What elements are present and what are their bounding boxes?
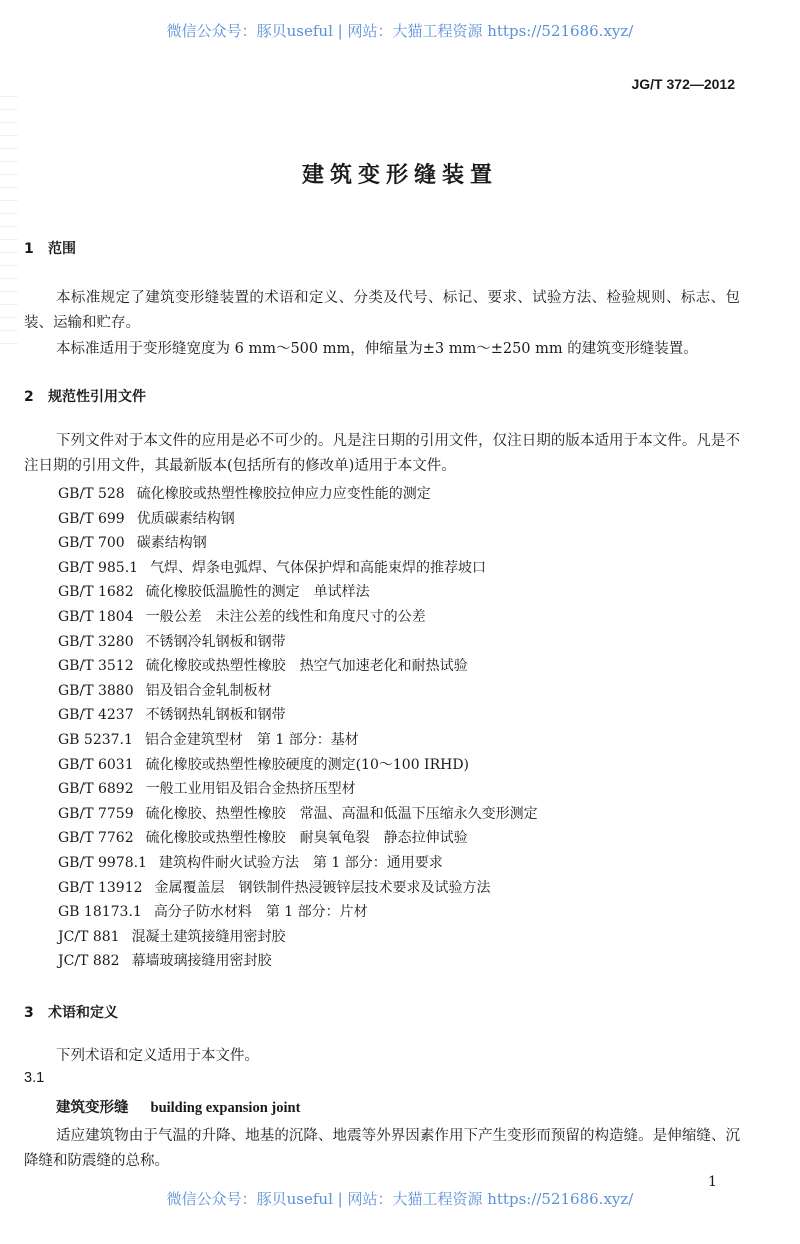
term-heading [56, 1096, 300, 1117]
reference-item [58, 728, 538, 753]
reference-code: GB/T 699 [58, 510, 125, 527]
reference-code: GB/T 700 [58, 535, 125, 552]
reference-code: GB/T 528 [58, 486, 125, 502]
reference-code: GB/T 3512 [58, 658, 134, 675]
reference-code: GB/T 4237 [58, 707, 134, 724]
reference-code: GB/T 985.1 [58, 559, 139, 576]
document-title: 建筑变形缝装置 [301, 163, 498, 188]
reference-code: GB/T 3280 [58, 633, 134, 650]
reference-title: 混凝土建筑接缝用密封胶 [131, 928, 286, 945]
reference-item [58, 679, 538, 704]
reference-title: 铝及铝合金轧制板材 [145, 682, 272, 699]
reference-title: 高分子防水材料 第 1 部分：片材 [153, 904, 368, 921]
reference-title: 不锈钢冷轧钢板和钢带 [145, 633, 286, 650]
section-heading-normative-references [24, 386, 146, 406]
reference-item [58, 777, 538, 802]
watermark-bottom: 微信公众号：豚贝useful | 网站：大猫工程资源 https://521686.xyz/ [166, 1190, 634, 1208]
section-heading-terms [24, 1002, 118, 1022]
reference-item [58, 753, 538, 778]
section-number: 2 [24, 389, 34, 405]
reference-item [58, 949, 538, 974]
reference-item [58, 826, 538, 851]
reference-item [58, 654, 538, 679]
section-title: 范围 [48, 241, 76, 257]
reference-item [58, 802, 538, 827]
reference-title: 幕墙玻璃接缝用密封胶 [131, 953, 272, 970]
reference-code: GB/T 3880 [58, 682, 134, 699]
reference-title: 优质碳素结构钢 [136, 510, 235, 527]
reference-item [58, 556, 538, 581]
reference-title: 金属覆盖层 钢铁制件热浸镀锌层技术要求及试验方法 [154, 879, 491, 896]
reference-code: GB/T 7762 [58, 830, 134, 847]
scope-paragraph-2: 本标准适用于变形缝宽度为 6 mm～500 mm，伸缩量为±3 mm～±250 mm 的建筑变形缝装置。 [56, 341, 698, 357]
reference-code: GB/T 1804 [58, 608, 134, 625]
reference-item [58, 482, 538, 507]
section-title: 术语和定义 [48, 1005, 118, 1021]
term-number: 3.1 [24, 1070, 45, 1086]
reference-item [58, 703, 538, 728]
reference-item [58, 630, 538, 655]
term-english: building expansion joint [150, 1100, 301, 1116]
reference-item [58, 876, 538, 901]
reference-item [58, 925, 538, 950]
reference-code: GB/T 6031 [58, 756, 134, 773]
terms-intro: 下列术语和定义适用于本文件。 [56, 1048, 259, 1064]
reference-code: JC/T 881 [58, 928, 120, 945]
reference-code: GB 18173.1 [58, 904, 142, 921]
reference-title: 一般工业用铝及铝合金热挤压型材 [145, 781, 356, 798]
scan-edge-noise [0, 90, 18, 350]
reference-title: 不锈钢热轧钢板和钢带 [145, 707, 286, 724]
reference-code: GB/T 9978.1 [58, 854, 147, 871]
reference-title: 铝合金建筑型材 第 1 部分：基材 [144, 731, 359, 748]
reference-code: GB 5237.1 [58, 731, 133, 748]
reference-item [58, 580, 538, 605]
reference-title: 硫化橡胶或热塑性橡胶硬度的测定(10～100 IRHD) [145, 756, 470, 773]
reference-code: GB/T 1682 [58, 584, 134, 601]
section-heading-scope [24, 238, 76, 258]
reference-code: GB/T 7759 [58, 805, 134, 822]
reference-item [58, 900, 538, 925]
reference-title: 建筑构件耐火试验方法 第 1 部分：通用要求 [158, 854, 443, 871]
reference-title: 硫化橡胶或热塑性橡胶拉伸应力应变性能的测定 [136, 486, 431, 502]
reference-item [58, 507, 538, 532]
reference-item [58, 851, 538, 876]
section-number: 3 [24, 1005, 34, 1021]
reference-title: 一般公差 未注公差的线性和角度尺寸的公差 [145, 608, 426, 625]
reference-item [58, 531, 538, 556]
reference-title: 碳素结构钢 [136, 535, 207, 552]
term-definition: 适应建筑物由于气温的升降、地基的沉降、地震等外界因素作用下产生变形而预留的构造缝。是伸缩缝、沉降缝和防震缝的总称。 [24, 1128, 740, 1169]
reference-title: 硫化橡胶或热塑性橡胶 耐臭氧龟裂 静态拉伸试验 [145, 830, 468, 847]
section-title: 规范性引用文件 [48, 389, 146, 405]
reference-title: 硫化橡胶或热塑性橡胶 热空气加速老化和耐热试验 [145, 658, 468, 675]
reference-code: GB/T 13912 [58, 879, 143, 896]
reference-code: JC/T 882 [58, 953, 120, 970]
standard-code: JG/T 372—2012 [631, 76, 735, 92]
reference-list [58, 482, 538, 974]
page-number: 1 [708, 1174, 717, 1190]
reference-code: GB/T 6892 [58, 781, 134, 798]
reference-title: 硫化橡胶、热塑性橡胶 常温、高温和低温下压缩永久变形测定 [145, 805, 538, 822]
reference-item [58, 605, 538, 630]
section-number: 1 [24, 241, 34, 257]
scope-paragraph-1: 本标准规定了建筑变形缝装置的术语和定义、分类及代号、标记、要求、试验方法、检验规则、标志、包装、运输和贮存。 [24, 290, 740, 331]
reference-title: 气焊、焊条电弧焊、气体保护焊和高能束焊的推荐坡口 [150, 559, 487, 576]
references-intro: 下列文件对于本文件的应用是必不可少的。凡是注日期的引用文件，仅注日期的版本适用于本文件。凡是不注日期的引用文件，其最新版本(包括所有的修改单)适用于本文件。 [24, 433, 740, 474]
term-chinese: 建筑变形缝 [56, 1099, 129, 1116]
reference-title: 硫化橡胶低温脆性的测定 单试样法 [145, 584, 370, 601]
watermark-top: 微信公众号：豚贝useful | 网站：大猫工程资源 https://521686.xyz/ [166, 22, 634, 40]
